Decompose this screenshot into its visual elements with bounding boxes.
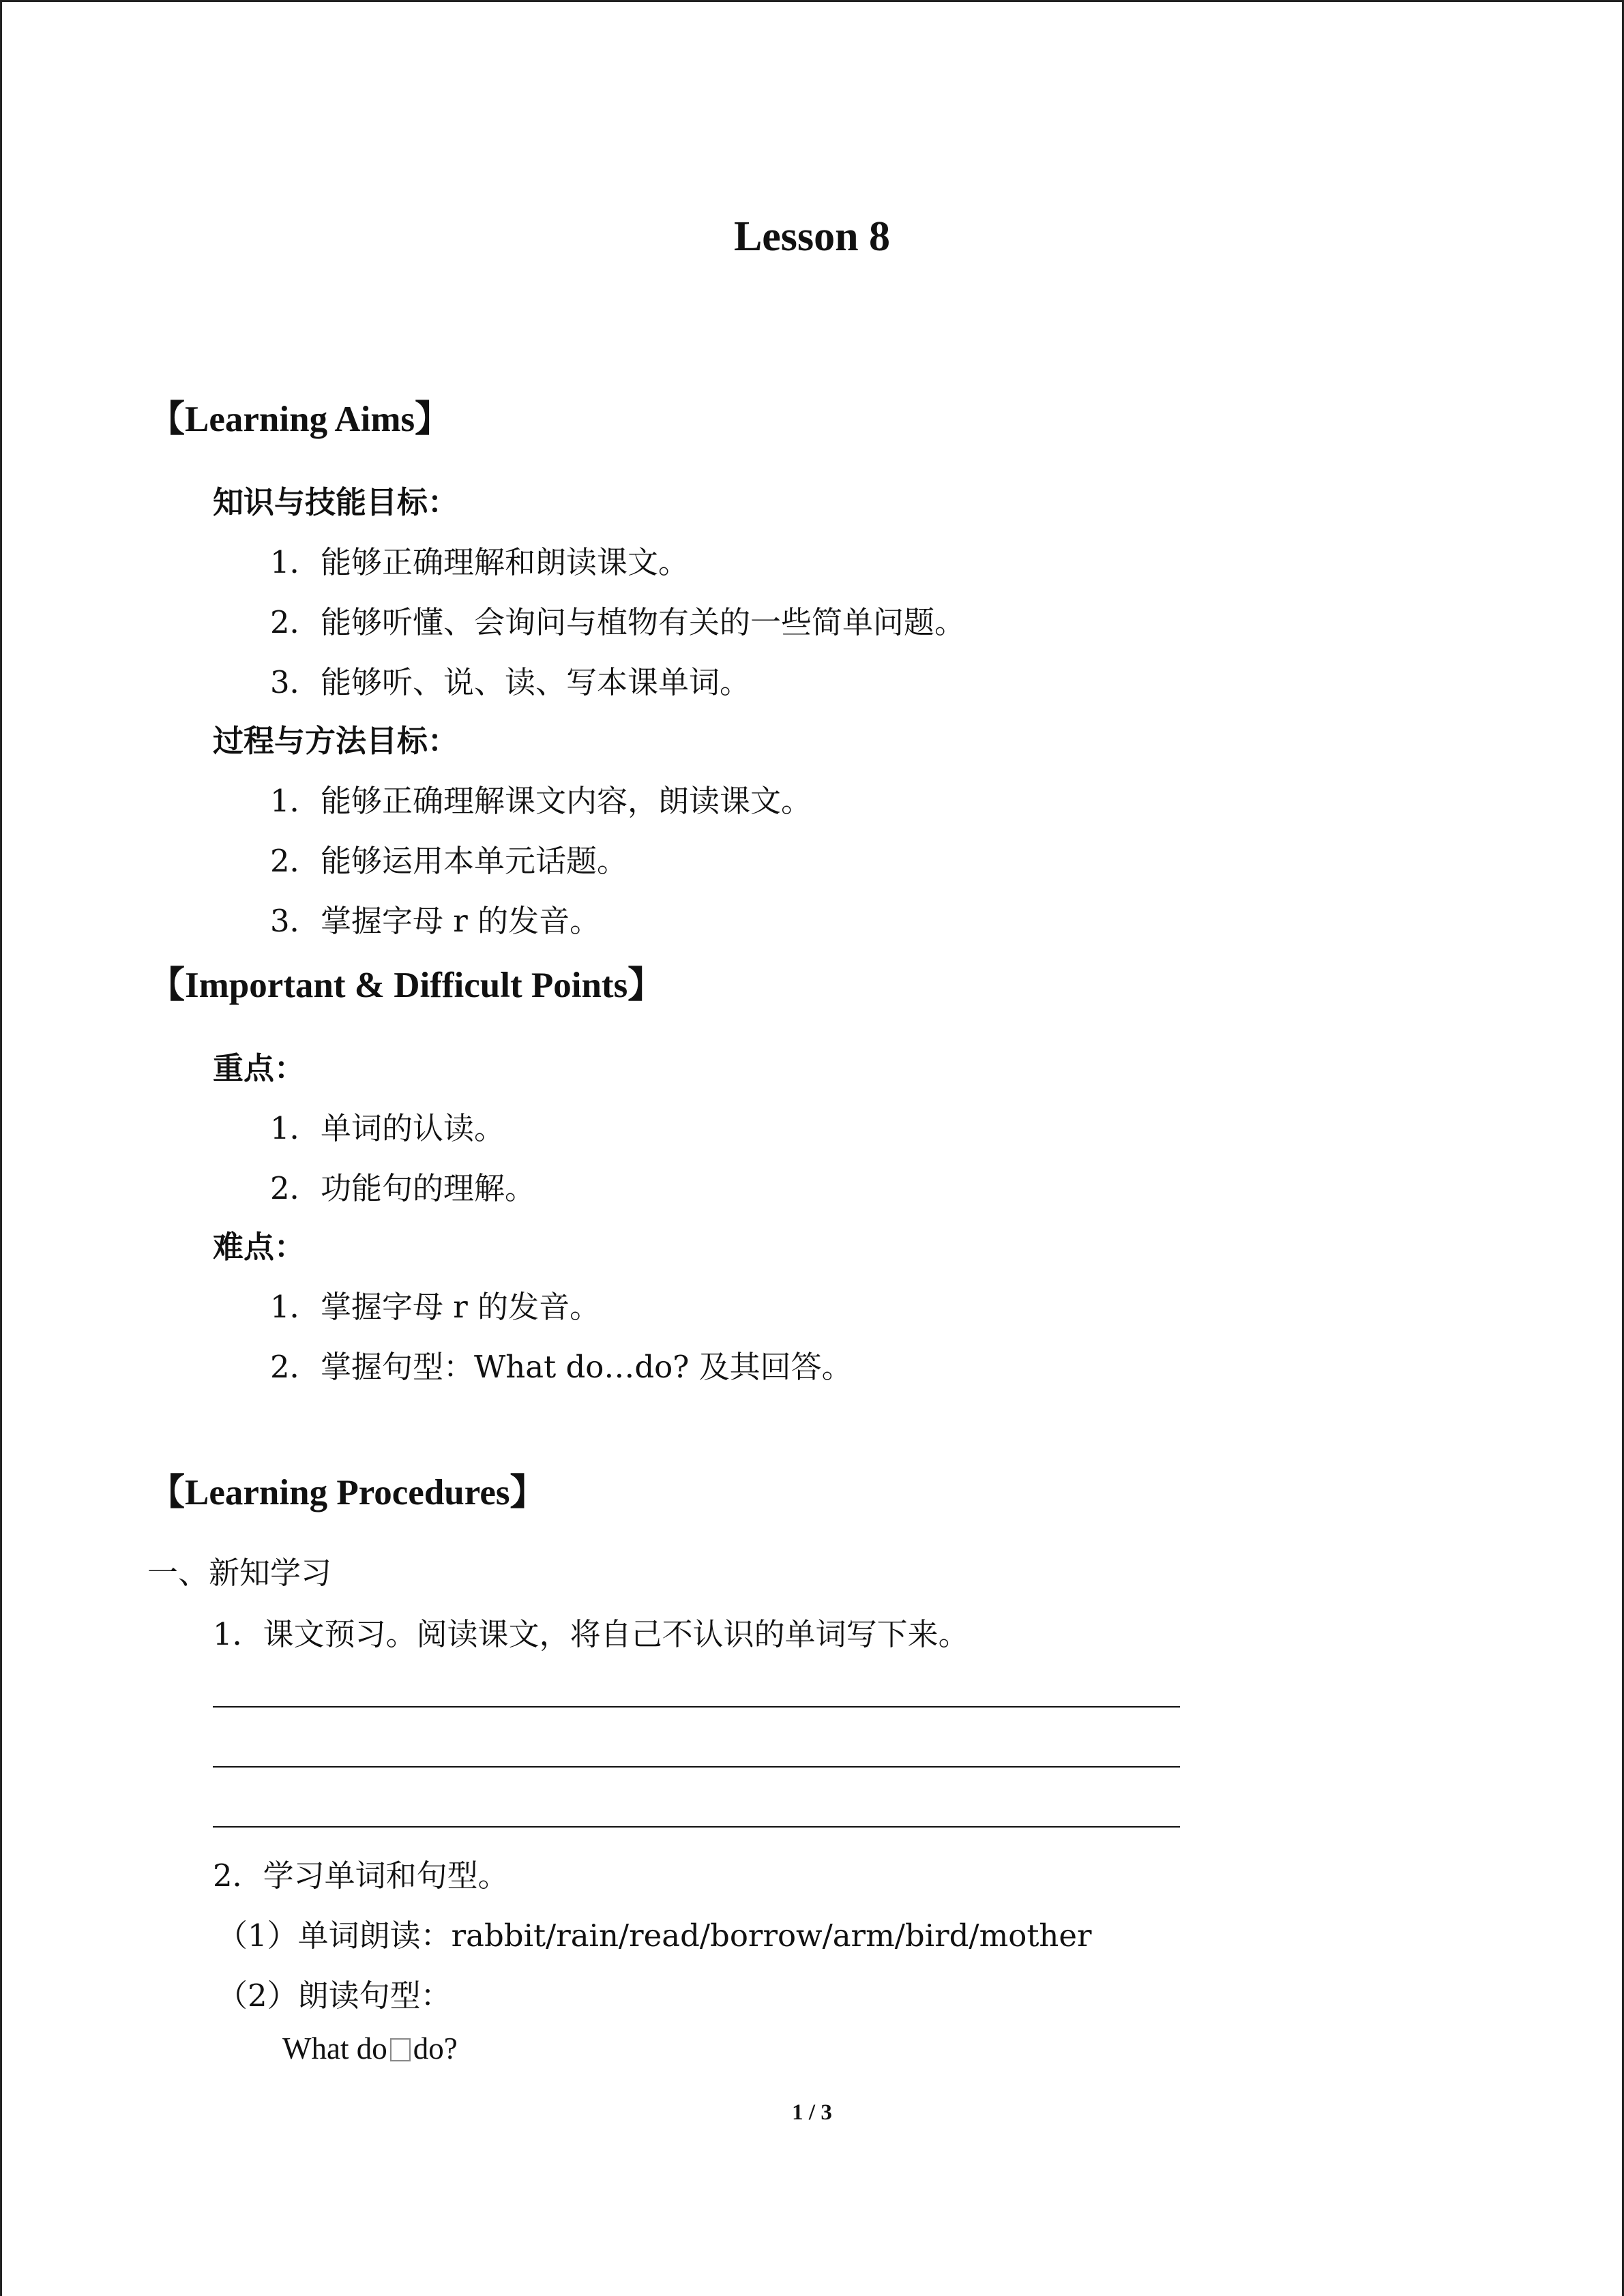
part-one-title: 一、新知学习 — [147, 1555, 332, 1591]
step-study: 2．学习单词和句型。 — [213, 1858, 509, 1894]
missing-glyph-box — [390, 2038, 411, 2061]
key-point-item: 1．单词的认读。 — [270, 1110, 505, 1146]
page-title: Lesson 8 — [733, 213, 891, 260]
page-number: 1 / 3 — [792, 2100, 832, 2125]
learning-aims-heading: 【Learning Aims】 — [149, 400, 452, 439]
knowledge-item: 3．能够听、说、读、写本课单词。 — [270, 664, 751, 700]
key-point-item: 2．功能句的理解。 — [270, 1170, 536, 1206]
points-heading: 【Important & Difficult Points】 — [149, 966, 664, 1005]
difficult-points-title: 难点： — [213, 1229, 306, 1265]
process-item: 2．能够运用本单元话题。 — [270, 843, 628, 879]
key-points-title: 重点： — [213, 1050, 306, 1086]
knowledge-goals-title: 知识与技能目标： — [213, 484, 459, 520]
process-goals-title: 过程与方法目标： — [213, 723, 459, 759]
sentence-pattern: What do do? — [282, 2031, 458, 2066]
knowledge-item: 2．能够听懂、会询问与植物有关的一些简单问题。 — [270, 604, 966, 640]
procedures-heading: 【Learning Procedures】 — [149, 1473, 546, 1512]
difficult-point-item: 1．掌握字母 r 的发音。 — [270, 1289, 601, 1325]
process-item: 1．能够正确理解课文内容，朗读课文。 — [270, 783, 812, 819]
word-reading: （1）单词朗读：rabbit/rain/read/borrow/arm/bird/mother — [217, 1918, 1092, 1954]
process-item: 3．掌握字母 r 的发音。 — [270, 903, 601, 939]
knowledge-item: 1．能够正确理解和朗读课文。 — [270, 544, 690, 580]
step-preview: 1．课文预习。阅读课文，将自己不认识的单词写下来。 — [213, 1616, 969, 1652]
answer-line[interactable] — [213, 1766, 1180, 1768]
answer-line[interactable] — [213, 1826, 1180, 1828]
sentence-reading: （2）朗读句型： — [217, 1978, 452, 2014]
answer-line[interactable] — [213, 1706, 1180, 1708]
difficult-point-item: 2．掌握句型：What do…do? 及其回答。 — [270, 1349, 853, 1385]
